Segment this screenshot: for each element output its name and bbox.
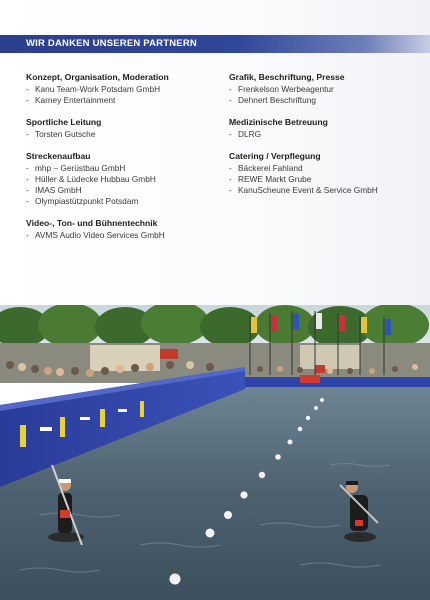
partner-item: - Karney Entertainment — [26, 95, 116, 105]
partner-item: - mhp – Gerüstbau GmbH — [26, 163, 126, 173]
section-heading: Sportliche Leitung — [26, 117, 102, 127]
partner-section — [229, 72, 429, 106]
partner-item: - Kanu Team-Work Potsdam GmbH — [26, 84, 161, 94]
section-banner — [0, 35, 430, 53]
partner-item: - DLRG — [229, 129, 262, 139]
partner-item: - Olympiastützpunkt Potsdam — [26, 196, 139, 206]
partner-item: - IMAS GmbH — [26, 185, 82, 195]
section-heading: Catering / Verpflegung — [229, 151, 321, 161]
banner-title: WIR DANKEN UNSEREN PARTNERN — [26, 38, 197, 49]
partners-left-column — [26, 72, 226, 252]
section-heading: Konzept, Organisation, Moderation — [26, 72, 169, 82]
partner-item: - Frenkelson Werbeagentur — [229, 84, 334, 94]
partner-section — [229, 151, 429, 196]
partner-item: - REWE Markt Grube — [229, 174, 312, 184]
section-heading: Video-, Ton- und Bühnentechnik — [26, 218, 158, 228]
partner-item: - Hüller & Lüdecke Hubbau GmbH — [26, 174, 156, 184]
partner-item: - KanuScheune Event & Service GmbH — [229, 185, 378, 195]
partner-section — [26, 218, 226, 241]
canoe-race-photo — [0, 305, 430, 600]
partner-item: - AVMS Audio Video Services GmbH — [26, 230, 165, 240]
section-heading: Medizinische Betreuung — [229, 117, 328, 127]
section-heading: Streckenaufbau — [26, 151, 91, 161]
partner-item: - Torsten Gutsche — [26, 129, 96, 139]
partner-section — [229, 117, 429, 140]
partner-item: - Dehnert Beschriftung — [229, 95, 316, 105]
partner-section — [26, 72, 226, 106]
section-heading: Grafik, Beschriftung, Presse — [229, 72, 345, 82]
partner-section — [26, 117, 226, 140]
partners-right-column — [229, 72, 429, 207]
partner-item: - Bäckerei Fahland — [229, 163, 303, 173]
partner-section — [26, 151, 226, 207]
